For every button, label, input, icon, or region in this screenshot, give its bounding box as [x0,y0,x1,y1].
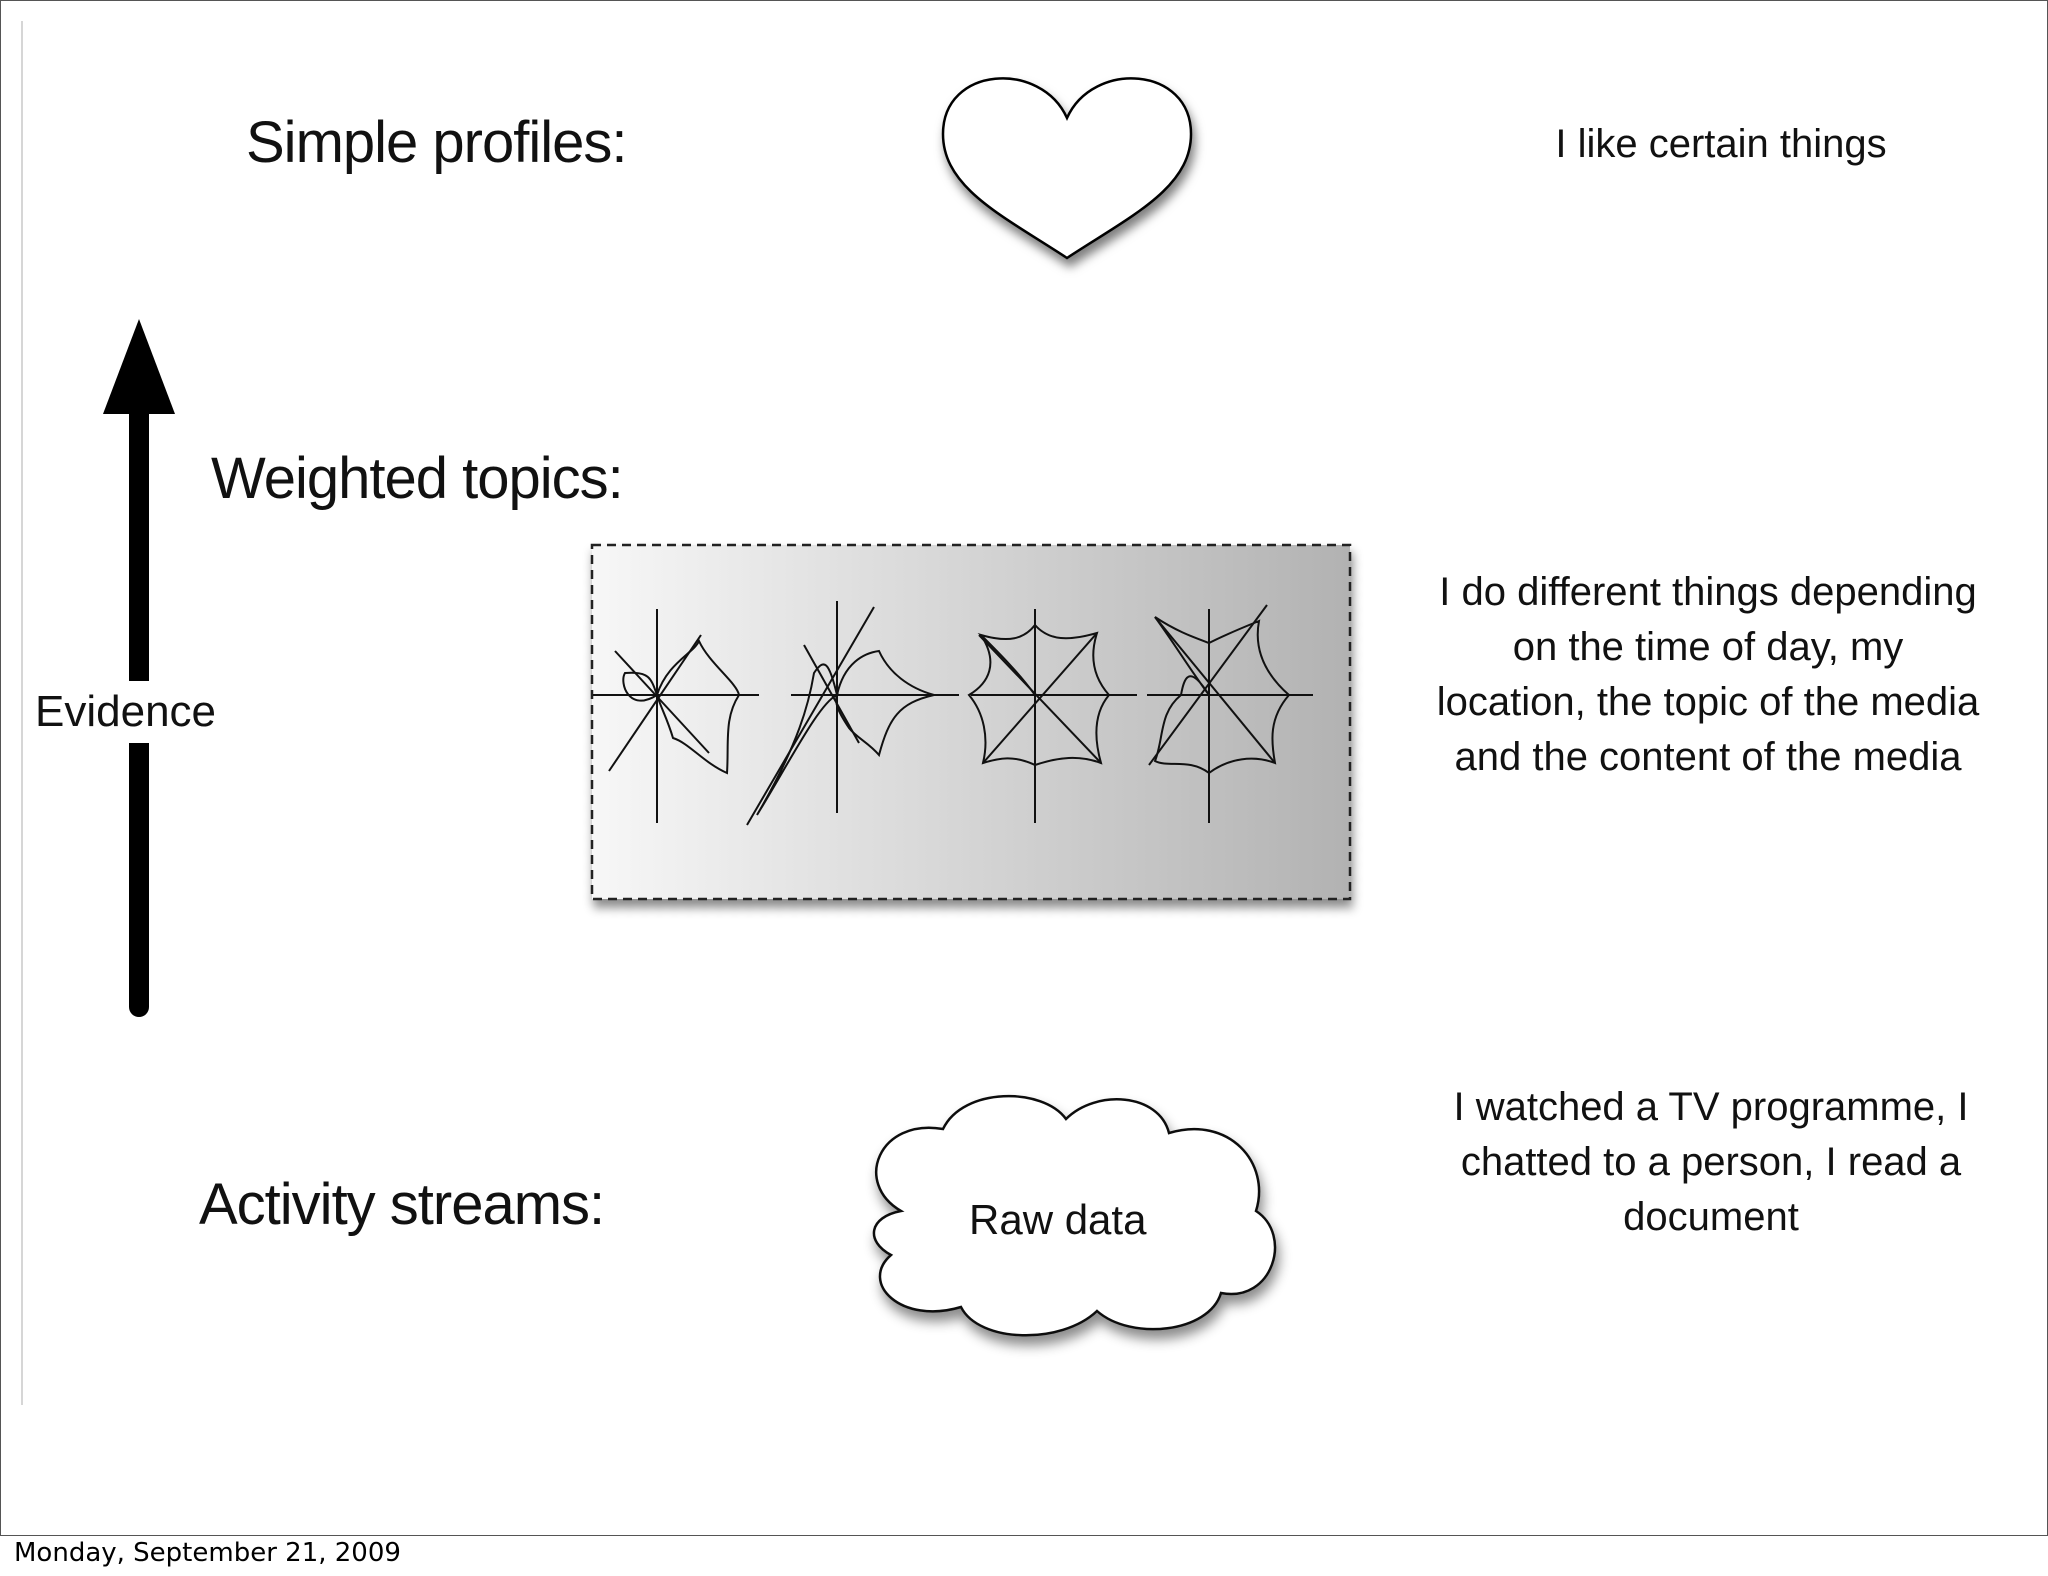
topics-description: I do different things depending on the time of day, my location, the topic of the media and the content of the media [1436,570,1980,779]
activity-description: I watched a TV programme, I chatted to a person, I read a document [1453,1085,1969,1239]
up-arrow-icon [97,319,177,1019]
radar-chart-icon [589,543,1355,913]
slide-left-guide [21,21,23,1405]
simple-profiles-label: Simple profiles: [246,110,627,175]
raw-data-label: Raw data [969,1196,1147,1243]
weighted-topics-label: Weighted topics: [211,446,623,511]
profiles-description: I like certain things [1555,122,1887,166]
heart-icon [941,66,1201,276]
footer-date: Monday, September 21, 2009 [14,1538,401,1568]
evidence-label: Evidence [31,681,220,743]
activity-streams-label: Activity streams: [199,1172,605,1237]
